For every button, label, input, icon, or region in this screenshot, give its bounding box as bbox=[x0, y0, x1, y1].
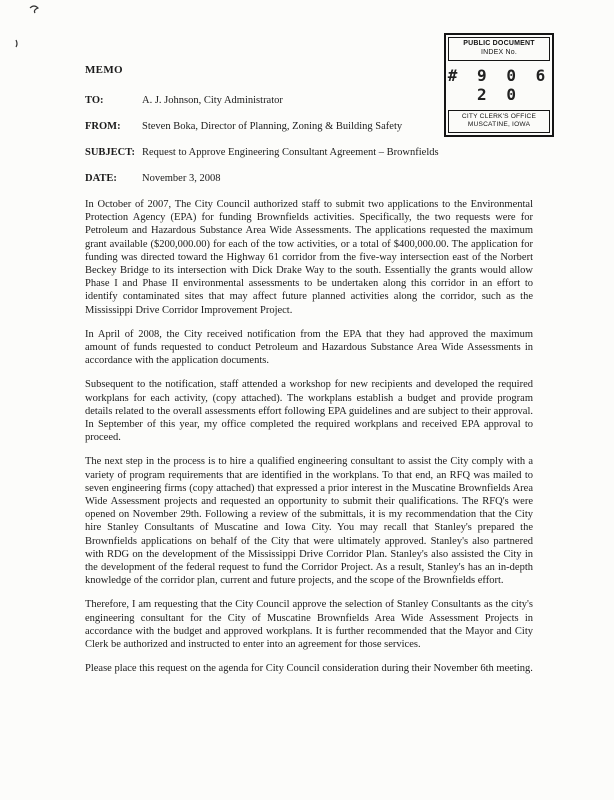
memo-field-date bbox=[85, 172, 533, 185]
memo-field-to-label: TO: bbox=[85, 95, 104, 106]
memo-field-from-label: FROM: bbox=[85, 121, 121, 132]
memo-paragraph-6: Please place this request on the agenda for City Council consideration during their November 6th meeting. bbox=[85, 663, 533, 675]
memo-field-subject-value: Request to Approve Engineering Consultant Agreement – Brownfields bbox=[142, 147, 439, 158]
stamp-header-line2: INDEX No. bbox=[480, 48, 518, 56]
stamp-office-line2: MUSCATINE, IOWA bbox=[467, 121, 531, 128]
memo-body bbox=[85, 198, 533, 676]
memo-field-from bbox=[85, 120, 533, 133]
memo-paragraph-2: In April of 2008, the City received notification from the EPA that they had approved the maximum amount of funds requested to conduct Petroleum and Hazardous Substance Area Wide Assessments in accordance with the application documents. bbox=[85, 328, 533, 367]
stamp-index-number: # 9 0 6 2 0 bbox=[447, 66, 551, 104]
memo-paragraph-3: Subsequent to the notification, staff attended a workshop for new recipients and developed the required workplans for each activity, (copy attached). The workplans establish a budget and provide program details related to the overall assessments effort following EPA guidelines and are subject to their approval. In September of this year, my office completed the required workplans and received EPA approval to proceed. bbox=[85, 379, 533, 444]
stamp-office-line1: CITY CLERK'S OFFICE bbox=[461, 113, 537, 120]
pen-mark bbox=[0, 0, 60, 60]
memo-field-to-value: A. J. Johnson, City Administrator bbox=[142, 95, 283, 106]
memo-field-subject-label: SUBJECT: bbox=[85, 147, 135, 158]
memo-title: MEMO bbox=[85, 64, 123, 76]
memo-field-date-value: November 3, 2008 bbox=[142, 173, 221, 184]
memo-field-to bbox=[85, 94, 533, 107]
memo-field-subject bbox=[85, 146, 533, 159]
memo-field-date-label: DATE: bbox=[85, 173, 117, 184]
memo-content bbox=[85, 64, 533, 676]
memo-paragraph-1: In October of 2007, The City Council authorized staff to submit two applications to the Environmental Protection Agency (EPA) for funding Brownfields activities. Specifically, the two requests were for Petroleum and Hazardous Substance Area Wide Assessments. The applications requested the maximum grant available ($200,000.00) for each of the tow activities, or a total of $400,000.00. The application for funding was directed toward the Highway 61 corridor from the five-way intersection east of the Norbert Beckey Bridge to its intersection with Dick Drake Way to the south. Essentially the grants would allow Phase I and Phase II environmental assessments to be undertaken along this corridor in an effort to identify contaminated sites that may affect future planned activities along the corridor, such as the Mississippi Drive Corridor Improvement Project. bbox=[85, 199, 533, 316]
memo-paragraph-5: Therefore, I am requesting that the City Council approve the selection of Stanley Consultants as the city's engineering consultant for the City of Muscatine Brownfields Area Wide Assessment Projects in accordance with the budget and approved workplans. It is further recommended that the Mayor and City Clerk be authorized and instructed to enter into an agreement for those services. bbox=[85, 599, 533, 651]
memo-field-from-value: Steven Boka, Director of Planning, Zoning & Building Safety bbox=[142, 121, 403, 132]
stamp-header-line1: PUBLIC DOCUMENT bbox=[463, 40, 535, 47]
memo-paragraph-4: The next step in the process is to hire a qualified engineering consultant to assist the City comply with a variety of program requirements that are identified in the workplans. To that end, an RFQ was mailed to seven engineering firms (copy attached) that expressed a prior interest in the Muscatine Brownfields Area Wide Assessment projects and requested an opportunity to submit their qualifications. The RFQ's were opened on November 29th. Following a review of the submittals, it is my recommendation that the City hire Stanley Consultants of Muscatine and Iowa City. You may recall that Stanley's prepared the Brownfields applications on behalf of the City that were ultimately approved. Stanley's also partnered with RDG on the development of the Mississippi Drive Corridor Plan. Stanley's also assisted the City in the development of the federal request to fund the Corridor Project. As a result, Stanley's has an in-depth knowledge of the corridor plan, current and future projects, and the scope of the Brownfields effort. bbox=[85, 456, 533, 587]
stamp-header bbox=[448, 37, 550, 61]
